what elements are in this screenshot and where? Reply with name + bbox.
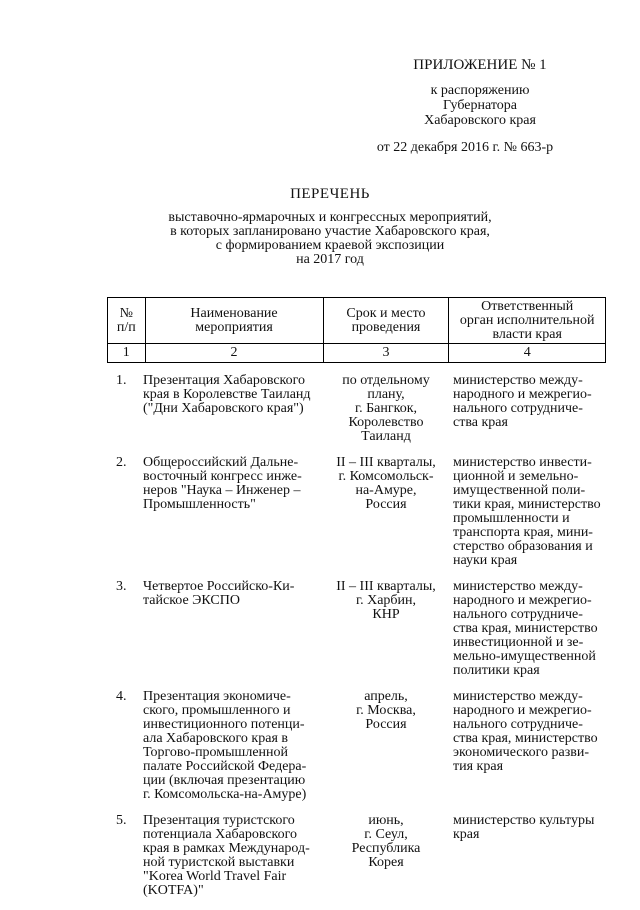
title-subtitle-3: с формированием краевой экспозиции xyxy=(215,238,445,253)
event-time-place: II – III кварталы, г. Комсомольск- на-Амуре, Россия xyxy=(336,455,436,512)
table-row xyxy=(107,580,606,678)
header-org: Ответственный орган исполнительной власти края xyxy=(449,298,606,344)
table-row xyxy=(107,814,606,898)
appendix-line-3: Хабаровского края xyxy=(424,113,536,128)
table-body xyxy=(107,374,606,910)
row-number: 4. xyxy=(116,689,127,704)
row-number: 1. xyxy=(116,373,127,388)
appendix-line-1: к распоряжению xyxy=(430,83,530,98)
event-name: Презентация туристского потенциала Хабаровского края в рамках Международ- ной туристской выставки "Korea World Travel Fair (KOTFA)" xyxy=(143,813,310,898)
event-name: Презентация Хабаровского края в Королевстве Таиланд ("Дни Хабаровского края") xyxy=(143,373,311,416)
row-number: 5. xyxy=(116,813,127,828)
responsible-body: министерство культуры края xyxy=(453,813,595,842)
event-time-place: II – III кварталы, г. Харбин, КНР xyxy=(336,579,436,622)
title-subtitle-2: в которых запланировано участие Хабаровского края, xyxy=(170,224,490,239)
row-number: 2. xyxy=(116,455,127,470)
column-number: 3 xyxy=(323,344,449,363)
table-row xyxy=(107,690,606,802)
responsible-body: министерство между- народного и межрегио- нального сотрудниче- ства края, министерство инвестиционной и зе- мельно-имущественной политики края xyxy=(453,579,598,678)
responsible-body: министерство инвести- ционной и земельно- имущественной поли- тики края, министерство промышленности и транспорта края, мини- стерство образования и науки края xyxy=(453,455,601,568)
event-name: Общероссийский Дальне- восточный конгресс инже- неров "Наука – Инженер – Промышленность" xyxy=(143,455,302,512)
table-row xyxy=(107,456,606,568)
header-when: Срок и место проведения xyxy=(323,298,449,344)
document-title xyxy=(140,187,520,267)
column-number: 4 xyxy=(449,344,606,363)
row-number: 3. xyxy=(116,579,127,594)
appendix-block xyxy=(360,58,600,155)
table-row xyxy=(107,374,606,444)
title-word: ПЕРЕЧЕНЬ xyxy=(290,186,370,202)
event-time-place: июнь, г. Сеул, Республика Корея xyxy=(351,813,421,870)
responsible-body: министерство между- народного и межрегио- нального сотрудниче- ства края, министерство экономического разви- тия края xyxy=(453,689,598,774)
event-name: Четвертое Российско-Ки- тайское ЭКСПО xyxy=(143,579,295,608)
appendix-heading: ПРИЛОЖЕНИЕ № 1 xyxy=(413,57,547,73)
header-num: № п/п xyxy=(108,298,146,344)
column-number: 1 xyxy=(108,344,146,363)
header-name: Наименование мероприятия xyxy=(145,298,323,344)
appendix-line-2: Губернатора xyxy=(442,98,518,113)
event-time-place: апрель, г. Москва, Россия xyxy=(356,689,416,732)
responsible-body: министерство между- народного и межрегио- нального сотрудниче- ства края xyxy=(453,373,592,430)
title-subtitle-4: на 2017 год xyxy=(296,252,364,267)
appendix-date: от 22 декабря 2016 г. № 663-р xyxy=(376,140,554,155)
title-subtitle-1: выставочно-ярмарочных и конгрессных мероприятий, xyxy=(168,210,492,225)
column-number: 2 xyxy=(145,344,323,363)
table-header xyxy=(107,297,606,363)
event-time-place: по отдельному плану, г. Бангкок, Королевство Таиланд xyxy=(342,373,430,444)
event-name: Презентация экономиче- ского, промышленного и инвестиционного потенци- ала Хабаровского края в Торгово-промышленной палате Российской Федера- ции (включая презентацию г. Комсомольска-на-Амуре) xyxy=(143,689,307,802)
